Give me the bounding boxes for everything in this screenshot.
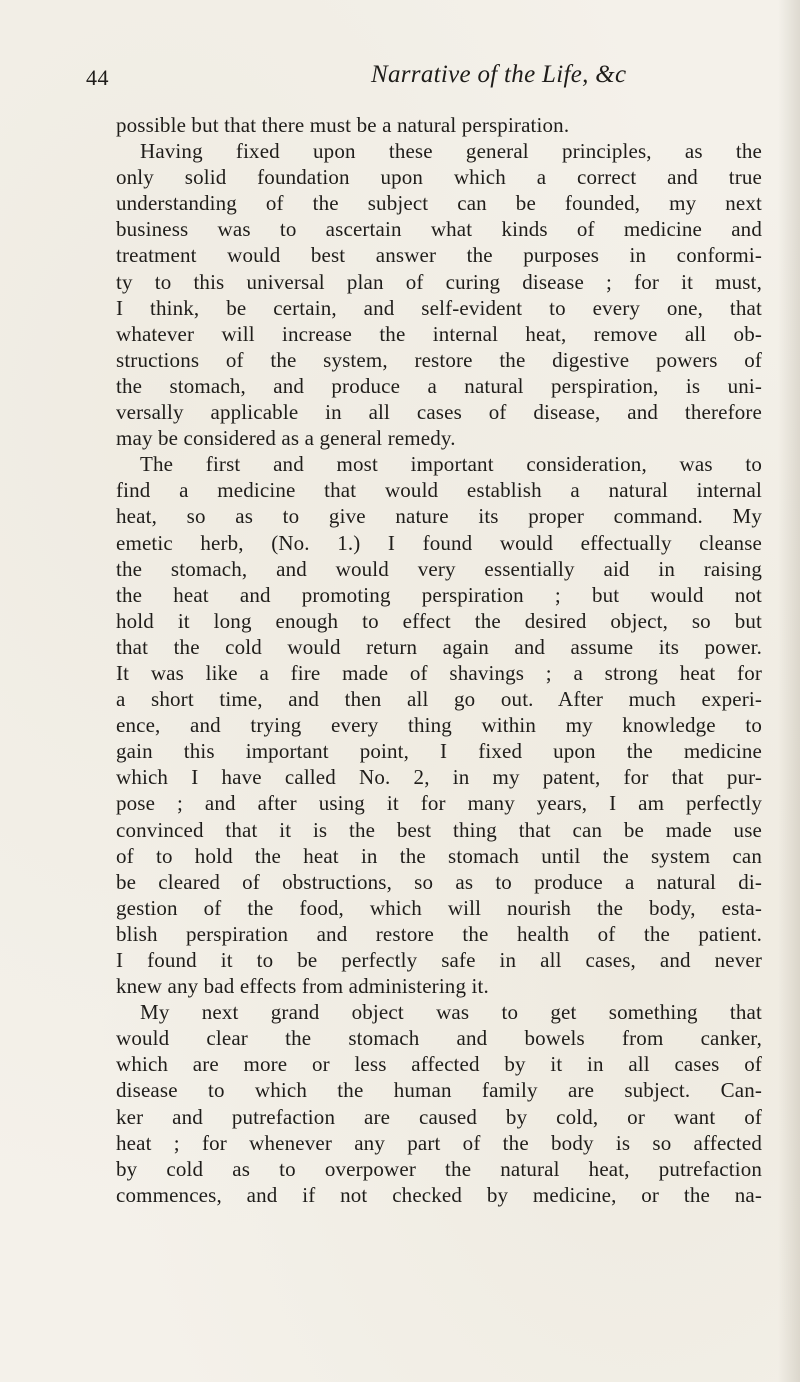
text-line: would clear the stomach and bowels from canker, bbox=[116, 1026, 762, 1051]
text-line: emetic herb, (No. 1.) I found would effectually cleanse bbox=[116, 530, 762, 555]
text-line: Having fixed upon these general principles, as the bbox=[140, 139, 762, 164]
text-line: disease to which the human family are subject. Can- bbox=[116, 1078, 762, 1103]
text-line: possible but that there must be a natural perspiration. bbox=[116, 113, 570, 137]
text-line: My next grand object was to get something that bbox=[140, 1000, 762, 1025]
text-line: commences, and if not checked by medicine, or the na- bbox=[116, 1182, 762, 1207]
text-line: the stomach, and produce a natural perspiration, is uni- bbox=[116, 373, 762, 398]
text-line: blish perspiration and restore the health of the patient. bbox=[116, 921, 762, 946]
text-line: which I have called No. 2, in my patent, for that pur- bbox=[116, 765, 762, 790]
text-line: gain this important point, I fixed upon the medicine bbox=[116, 739, 762, 764]
text-line: may be considered as a general remedy. bbox=[116, 426, 456, 451]
text-line: heat ; for whenever any part of the body is so affected bbox=[116, 1130, 762, 1155]
text-line: heat, so as to give nature its proper command. My bbox=[116, 504, 762, 529]
text-line: by cold as to overpower the natural heat, putrefaction bbox=[116, 1156, 762, 1181]
text-line: a short time, and then all go out. After much experi- bbox=[116, 687, 762, 712]
text-line: ence, and trying every thing within my knowledge to bbox=[116, 713, 762, 738]
text-line: find a medicine that would establish a natural internal bbox=[116, 478, 762, 503]
text-line: I found it to be perfectly safe in all cases, and never bbox=[116, 948, 762, 972]
text-line: whatever will increase the internal heat, remove all ob- bbox=[116, 321, 762, 346]
text-line: be cleared of obstructions, so as to produce a natural di- bbox=[116, 869, 762, 894]
text-line: understanding of the subject can be founded, my next bbox=[116, 191, 762, 216]
text-line: ker and putrefaction are caused by cold, or want of bbox=[116, 1104, 762, 1129]
text-line: the stomach, and would very essentially aid in raising bbox=[116, 556, 762, 581]
text-line: It was like a fire made of shavings ; a strong heat for bbox=[116, 660, 762, 685]
text-line: ty to this universal plan of curing disease ; for it must, bbox=[116, 269, 762, 294]
page-edge-shadow bbox=[778, 0, 800, 1382]
text-line: only solid foundation upon which a correct and true bbox=[116, 165, 762, 190]
text-line: gestion of the food, which will nourish the body, esta- bbox=[116, 895, 762, 920]
text-line: which are more or less affected by it in all cases of bbox=[116, 1052, 762, 1077]
text-line: that the cold would return again and assume its power. bbox=[116, 634, 762, 659]
text-line: I think, be certain, and self-evident to every one, that bbox=[116, 295, 762, 320]
body-text bbox=[116, 112, 762, 1208]
running-title: Narrative of the Life, &c bbox=[371, 61, 627, 88]
text-line: of to hold the heat in the stomach until the system can bbox=[116, 843, 762, 868]
text-line: knew any bad effects from administering it. bbox=[116, 974, 489, 999]
text-line: versally applicable in all cases of disease, and therefore bbox=[116, 400, 762, 425]
page-number: 44 bbox=[86, 65, 109, 90]
text-line: the heat and promoting perspiration ; but would not bbox=[116, 582, 762, 607]
running-head bbox=[86, 55, 746, 95]
text-line: hold it long enough to effect the desired object, so but bbox=[116, 608, 762, 633]
text-line: pose ; and after using it for many years, I am perfectly bbox=[116, 791, 762, 816]
text-line: treatment would best answer the purposes in conformi- bbox=[116, 243, 762, 268]
text-line: The first and most important consideration, was to bbox=[140, 452, 762, 477]
text-line: business was to ascertain what kinds of medicine and bbox=[116, 217, 762, 242]
text-line: convinced that it is the best thing that can be made use bbox=[116, 817, 762, 842]
text-line: structions of the system, restore the digestive powers of bbox=[116, 347, 762, 372]
